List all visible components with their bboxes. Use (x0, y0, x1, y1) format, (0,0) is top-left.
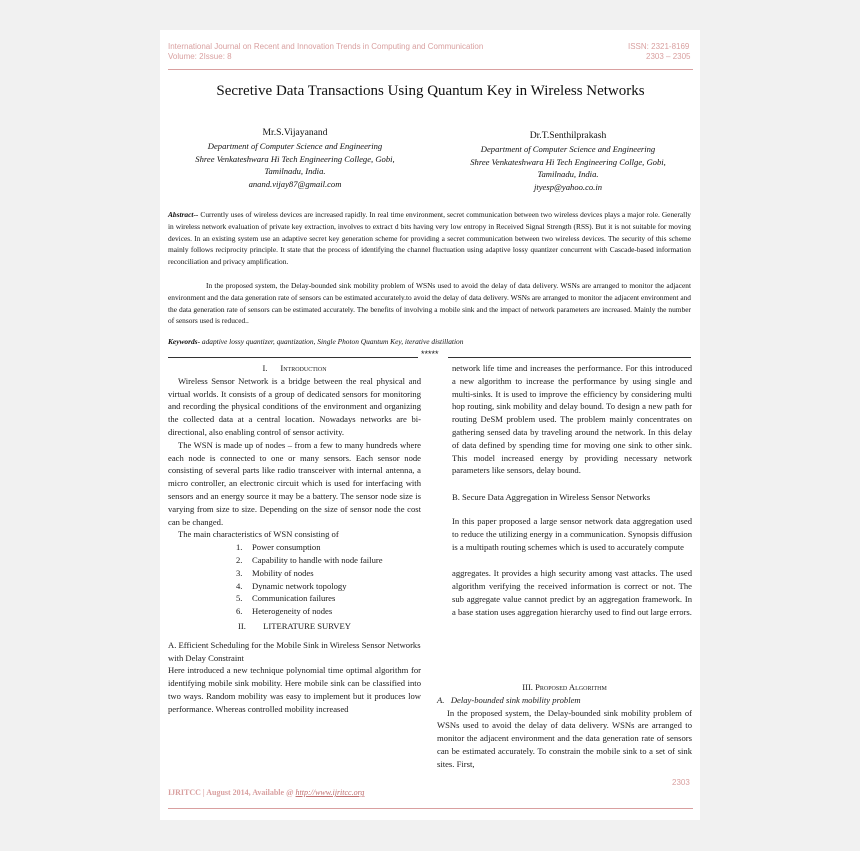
page-number: 2303 (672, 778, 690, 787)
footer-rule (168, 808, 693, 809)
literature-paragraph-4: aggregates. It provides a high security among vast attacks. The used algorithm verifying the received information is correct or not. The sub aggregate value cannot predict by an aggregation framework. In a base station uses aggregation hierarchy used to find out large errors. (452, 568, 692, 617)
right-column (452, 362, 692, 619)
intro-paragraph-3: The main characteristics of WSN consisting of (178, 529, 339, 540)
footer (168, 788, 364, 797)
separator-line-left (168, 357, 418, 358)
author-place: Tamilnadu, India. (264, 166, 326, 177)
subsection-heading-b: B. Secure Data Aggregation in Wireless Sensor Networks (452, 492, 651, 503)
section-heading-introduction (168, 362, 421, 375)
author-place: Tamilnadu, India. (537, 169, 599, 180)
section-number: I. (262, 363, 268, 373)
literature-paragraph-3: In this paper proposed a large sensor network data aggregation used to reduce the utilizing energy in a communication. Synopsis diffusion is a multipath routing schemes which is used to accurately compute (452, 515, 692, 552)
keywords-text: adaptive lossy quantizer, quantization, Single Photon Quantum Key, iterative distillation (201, 337, 464, 346)
author-name: Mr.S.Vijayanand (262, 127, 328, 138)
separator (168, 349, 691, 359)
section-title: Proposed Algorithm (535, 682, 607, 692)
list-item: 5. Communication failures (236, 593, 336, 604)
section-number: III. (522, 682, 533, 692)
separator-line-right (448, 357, 691, 358)
literature-paragraph-1: Here introduced a new technique polynomial time optimal algorithm for identifying mobile sink mobility. Here mobile sink can be classified into two ways. Random mobility was easy to implement but it produces low performance. Whereas controlled mobility increased (168, 665, 421, 714)
subsection-heading-a: A. Efficient Scheduling for the Mobile Sink in Wireless Sensor Networks with Delay Constraint (168, 639, 421, 663)
list-item: 3. Mobility of nodes (236, 567, 314, 578)
author-dept: Department of Computer Science and Engineering (480, 143, 656, 154)
separator-stars: ***** (421, 349, 439, 359)
intro-paragraph-1: Wireless Sensor Network is a bridge between the real physical and virtual worlds. It consists of a group of dedicated sensors for monitoring and recording the physical conditions of the environment and organizing the collected data at a central location. Nowadays networks are bi-directional, also enabling control of sensor activity. (168, 375, 421, 437)
keywords-label: Keywords- (168, 337, 201, 346)
author-block-2 (443, 130, 693, 194)
author-email: anand.vijay87@gmail.com (248, 179, 342, 190)
author-email: jtyesp@yahoo.co.in (533, 182, 603, 193)
subsection-heading-delay-bounded: A. Delay-bounded sink mobility problem (437, 694, 581, 705)
paper-title: Secretive Data Transactions Using Quantum Key in Wireless Networks (216, 83, 645, 99)
abstract-text-2: In the proposed system, the Delay-bounded sink mobility problem of WSNs used to avoid the delay of data delivery. WSNs are arranged to monitor the adjacent environment and the data generation rate of sensors can be estimated accurately.to avoid the delay of data delivery. WSNs are arranged to monitor the adjacent environment and the data generation rate of sensors can be estimated accurately. The benefits of involving a mobile sink and the impact of network parameters are increased. Mainly the number of sensors used is reduced.. (168, 281, 691, 326)
proposed-paragraph-1: In the proposed system, the Delay-bounded sink mobility problem of WSNs used to avoid the delay of data delivery. WSNs are arranged to monitor the adjacent environment and the data generation rate of sensors can be estimated accurately. To constrain the mobile sink to a set of sink sites. First, (437, 707, 692, 769)
list-item: 4. Dynamic network topology (236, 580, 347, 591)
characteristics-list (168, 541, 421, 618)
literature-paragraph-2: network life time and increases the performance. For this introduced a new algorithm to increase the performance by using single and multi-sinks. It is used to improve the efficiency by considering multi hop routing, sink mobility and delay bound. To design a new path for routing DeSM problem used. The problem mainly concentrates on gathering sensed data by traveling around the network. In this delay of data defined by spending time for moving one sink to other sink. This model increased energy by providing necessary network parameters like sensors, delay bound. (452, 363, 692, 476)
left-column (168, 362, 421, 716)
section-title: Introduction (280, 363, 327, 373)
journal-pages: 2303 – 2305 (646, 52, 691, 61)
abstract-text-1: Currently uses of wireless devices are increased rapidly. In real time environment, secret communication between two wireless devices plays a major role. Generally in wireless network evaluation of private key extraction, involves to extract d bits having very low entropy in Received Signal Strength (RSS). But it is not suitable for moving devices. In an existing system use an adaptive secret key generation scheme for providing a secret communication between two wireless devices. The security of this scheme mainly follows reciprocity principle. It state that the process of identifying the channel fluctuation using adaptive lossy quantizer concurrent with Cascade-based information reconciliation and privacy amplification. (168, 210, 691, 267)
list-item: 1. Power consumption (236, 542, 321, 553)
section-heading-literature-survey: II. LITERATURE SURVEY (238, 620, 351, 631)
footer-text: IJRITCC | August 2014, Available @ (168, 788, 294, 797)
author-college: Shree Venkateshwara Hi Tech Engineering College, Gobi, (195, 153, 395, 164)
list-item: 6. Heterogeneity of nodes (236, 606, 333, 617)
journal-name: International Journal on Recent and Innovation Trends in Computing and Communication (168, 42, 484, 51)
journal-volume: Volume: 2Issue: 8 (168, 52, 232, 61)
proposed-section (437, 681, 692, 771)
abstract (168, 209, 691, 268)
author-college: Shree Venkateshwara Hi Tech Engineering Collge, Gobi, (470, 156, 666, 167)
author-dept: Department of Computer Science and Engineering (207, 140, 383, 151)
section-heading-proposed-algorithm (437, 681, 692, 694)
header-rule (168, 69, 693, 70)
list-item: 2. Capability to handle with node failure (236, 554, 383, 565)
journal-issn: ISSN: 2321-8169 (628, 42, 690, 51)
keywords (168, 337, 463, 346)
author-name: Dr.T.Senthilprakash (529, 130, 607, 141)
abstract-label: Abstract-- (168, 210, 199, 219)
intro-paragraph-2: The WSN is made up of nodes – from a few to many hundreds where each node is connected to one or many sensors. Each sensor node consisting of several parts like radio transceiver with internal antenna, a micro controller, an electronic circuit which is used for interfacing with sensors and an energy source it may be a battery. The sensor node size is varying from size to size. Depending on the size of sensor node the cost can be changed. (168, 439, 421, 527)
author-block-1 (170, 127, 420, 191)
footer-link[interactable]: http://www.ijritcc.org (295, 788, 365, 797)
